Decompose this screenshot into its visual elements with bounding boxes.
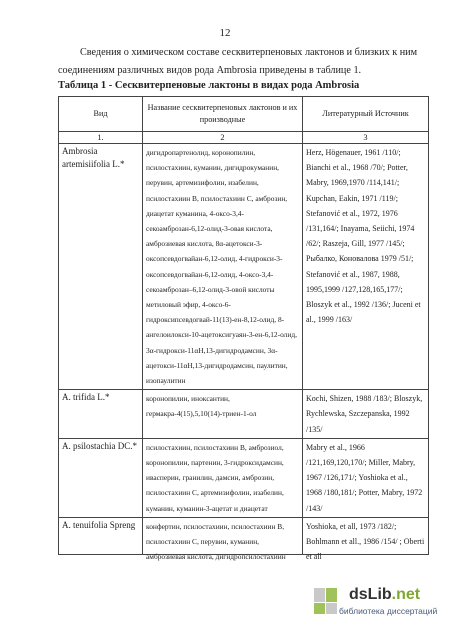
column-number: 3 — [303, 132, 429, 144]
compounds-cell: дигидропартенолид, коронопилин, псилостахиин, куманин, дигидрокуманин, перувин, артемизифолин, изабелин, псилостахиин В, псилостахиин С, амброзин, диацетат куманина, 4-оксо-3,4-секоамброзан-6,12-олид-3-овая кислота, амброзиевая кислота, 8α-ацетокси-3-оксопсевдогвайан-6,12-олид, 4-гидрокси-3-оксопсевдогвайан-6,12-олид, 4-оксо-3,4-секоамброзан–6,12-олид-3-овой кислоты метиловый эфир, 4-оксо-6-гидроксипсевдогвай-11(13)-ен-8,12-олид, 8-ангелоилокси-10-ацетоксигуаян-3-ен-6,12-олид, 3α-гидрокси-11αН,13-дигидродамсин, 3α-ацетокси-11αН,13-дигидродамсин, паулитин, изопаулитин — [143, 144, 303, 390]
column-number: 2 — [143, 132, 303, 144]
page-number: 12 — [219, 27, 231, 39]
species-cell: A. psilostachia DC.* — [59, 438, 143, 517]
sesquiterpene-table — [58, 96, 429, 562]
sources-cell: Kochi, Shizen, 1988 /183/; Bloszyk, Rychlewska, Szczepanska, 1992 /135/ — [303, 390, 429, 439]
sources-cell: Mabry et al., 1966 /121,169,120,170/; Miller, Mabry, 1967 /126,171/; Yoshioka et al., 1968 /180,181/; Potter, Mabry, 1972 /143/ — [303, 438, 429, 517]
table-row — [59, 517, 429, 554]
sources-cell — [303, 517, 429, 562]
table-row — [59, 390, 429, 439]
compounds-cell: коронопилин, инокcантин, гермакра-4(15),5,10(14)-триен-1-ол — [143, 390, 303, 439]
compounds-cell: псилостахиин, псилостахиин В, амброзиол, коронопилин, партенин, 3-гидроксидамсин, ивасперин, гранилин, дамсин, амброзин, псилостахиин С, артемизифолин, изабелин, куманин, куманин-3-ацетат и диацетат — [143, 438, 303, 517]
header-species: Вид — [59, 97, 143, 132]
compounds-text: конфертин, псилостахиин, псилостахиин В, псилостахиин С, перувин, куманин, амброзиевая кислота, дигидропсилостахиин — [146, 521, 286, 562]
watermark-brand-main: dsLib — [349, 586, 392, 603]
species-cell — [59, 517, 143, 554]
table-header-row — [59, 97, 429, 132]
column-number-row — [59, 132, 429, 144]
watermark-brand — [349, 586, 420, 604]
header-sources: Литературный Источник — [303, 97, 429, 132]
compounds-cell — [143, 517, 303, 562]
table-row — [59, 144, 429, 390]
intro-text: Сведения о химическом составе сесквитерпеновых лактонов и близких к ним соединениям различных видов рода Ambrosia приведены в таблице 1. — [58, 47, 418, 76]
table-title: Таблица 1 - Сесквитерпеновые лактоны в видах рода Ambrosia — [58, 80, 360, 91]
table-row — [59, 438, 429, 517]
sources-cell: Herz, Högenauer, 1961 /110/; Bianchi et al., 1968 /70/; Potter, Mabry, 1969,1970 /114,141/; Kupchan, Eakin, 1971 /119/; Stefanović et al., 1972, 1976 /131,164/; Inayama, Seiichi, 1974 /62/; Raszeja, Gill, 1977 /145/; Рыбалко, Коновалова 1979 /51/; Stefanović et al., 1987, 1988, 1995,1999 /127,128,165,177/; Bloszyk et al., 1992 /136/; Juceni et al., 1999 /163/ — [303, 144, 429, 390]
species-text: A. tenuifolia Spreng — [62, 519, 136, 530]
intro-paragraph — [58, 44, 428, 80]
watermark-brand-accent: .net — [391, 586, 421, 603]
header-compounds: Название сесквитерпеновых лактонов и их производные — [143, 97, 303, 132]
species-cell: A. trifida L.* — [59, 390, 143, 439]
watermark-subtitle: библиотека диссертаций — [339, 606, 438, 616]
species-cell: Ambrosia artemisiifolia L.* — [59, 144, 143, 390]
column-number: 1. — [59, 132, 143, 144]
sources-text: Yoshioka, et all, 1973 /182/; Bohlmann et all., 1986 /154/ ; Oberti et all — [306, 521, 425, 562]
